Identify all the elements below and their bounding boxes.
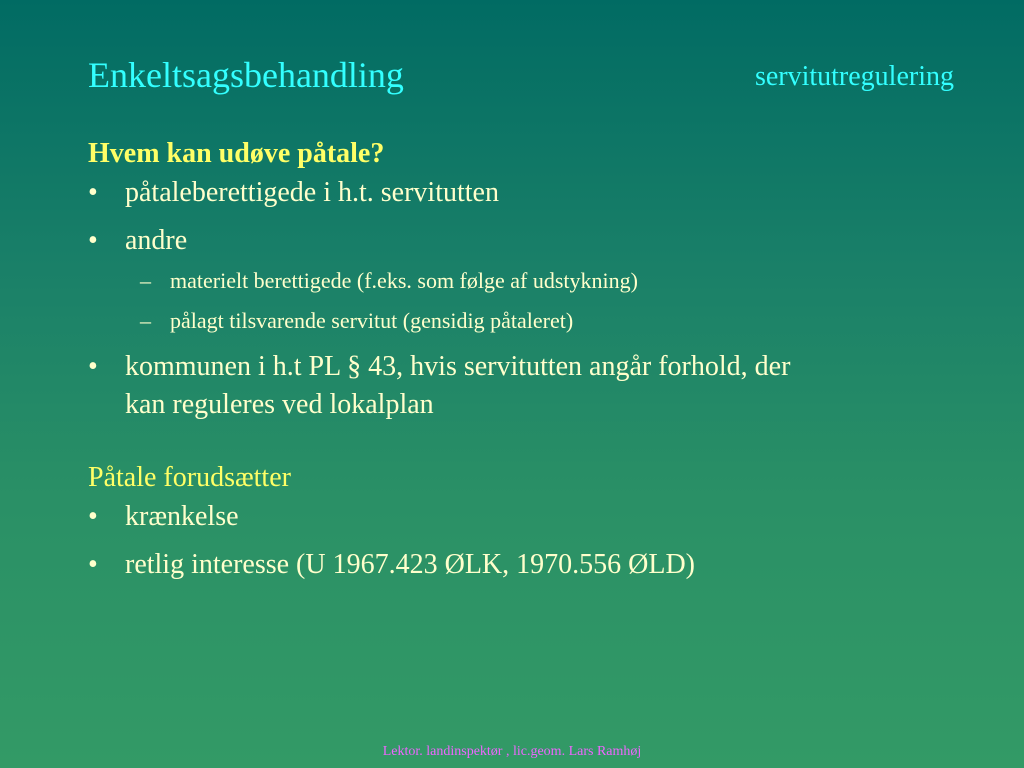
bullet-marker: •	[88, 549, 98, 580]
bullet-item	[88, 348, 958, 424]
bullet-marker: •	[88, 351, 98, 382]
slide-content	[88, 136, 958, 584]
bullet-marker: •	[88, 225, 98, 256]
bullet-marker: •	[88, 501, 98, 532]
bullet-item	[88, 498, 958, 536]
bullet-text: krænkelse	[125, 501, 239, 532]
bullet-item	[88, 174, 958, 212]
section-heading-requirements: Påtale forudsætter	[88, 462, 291, 493]
bullet-item	[88, 222, 958, 260]
sub-bullet-text: materielt berettigede (f.eks. som følge af udstykning)	[170, 268, 638, 293]
sub-bullet-marker: –	[140, 268, 151, 293]
sub-bullet-marker: –	[140, 308, 151, 333]
bullet-text: andre	[125, 225, 188, 256]
sub-bullet-item	[88, 306, 958, 336]
bullet-text-line: kan reguleres ved lokalplan	[125, 389, 434, 420]
slide-footer: Lektor. landinspektør , lic.geom. Lars Ramhøj	[382, 744, 642, 759]
bullet-text: påtaleberettigede i h.t. servitutten	[125, 177, 499, 208]
sub-bullet-item	[88, 266, 958, 296]
bullet-item	[88, 546, 958, 584]
bullet-marker: •	[88, 177, 98, 208]
sub-bullet-text: pålagt tilsvarende servitut (gensidig påtaleret)	[170, 308, 574, 333]
slide-subtitle: servitutregulering	[754, 61, 954, 92]
bullet-text: retlig interesse (U 1967.423 ØLK, 1970.556 ØLD)	[125, 549, 696, 580]
slide-title: Enkeltsagsbehandling	[88, 55, 404, 95]
section-heading-who: Hvem kan udøve påtale?	[88, 138, 385, 169]
bullet-text-line: kommunen i h.t PL § 43, hvis servitutten angår forhold, der	[125, 351, 791, 382]
